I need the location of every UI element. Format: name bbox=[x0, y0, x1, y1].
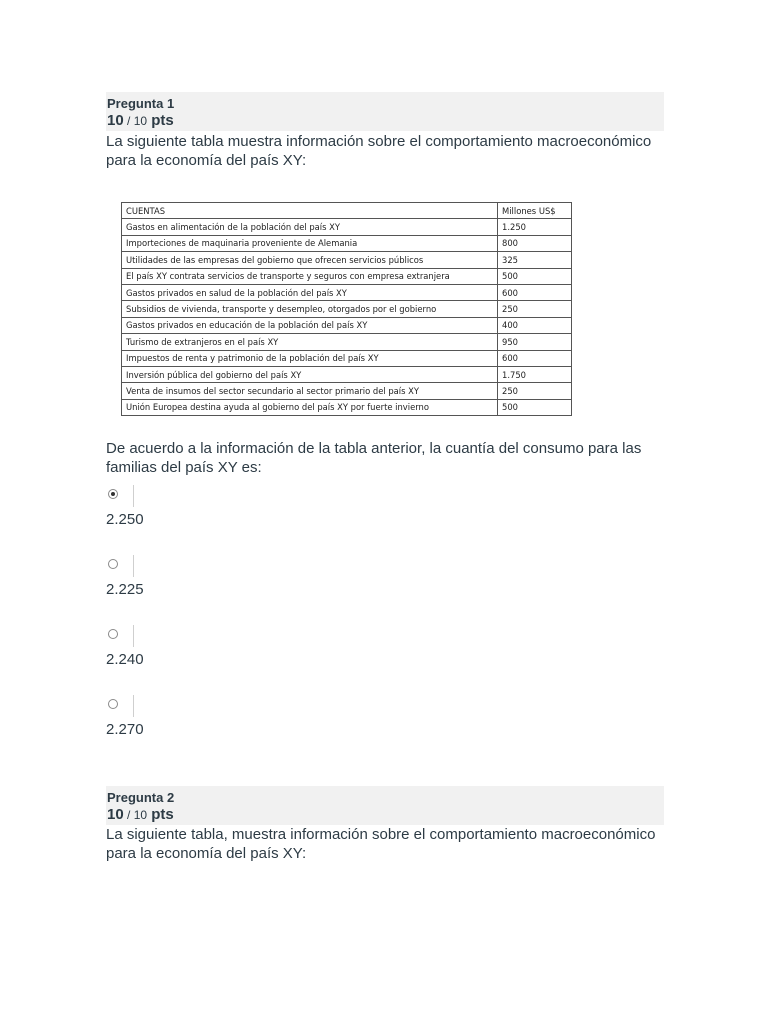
question-2-title: Pregunta 2 bbox=[107, 790, 175, 805]
table-row bbox=[122, 366, 572, 382]
answer-option-label: 2.250 bbox=[106, 511, 144, 528]
table-row bbox=[122, 268, 572, 284]
question-1-score-unit: pts bbox=[147, 112, 174, 129]
account-name-cell: Utilidades de las empresas del gobierno que ofrecen servicios públicos bbox=[122, 252, 498, 268]
radio-container[interactable] bbox=[106, 485, 134, 507]
answer-option[interactable] bbox=[106, 695, 144, 739]
account-value-cell: 600 bbox=[498, 350, 572, 366]
question-2-score bbox=[106, 806, 664, 825]
account-value-cell: 400 bbox=[498, 317, 572, 333]
table-header-cell: Millones US$ bbox=[498, 203, 572, 219]
table-row bbox=[122, 334, 572, 350]
radio-container[interactable] bbox=[106, 695, 134, 717]
question-1-title: Pregunta 1 bbox=[107, 96, 175, 111]
account-name-cell: Gastos en alimentación de la población del país XY bbox=[122, 219, 498, 235]
table-row bbox=[122, 252, 572, 268]
question-1-prompt: De acuerdo a la información de la tabla anterior, la cuantía del consumo para las familias del país XY es: bbox=[106, 440, 642, 476]
question-1-score-max: / 10 bbox=[123, 114, 148, 128]
account-value-cell: 500 bbox=[498, 268, 572, 284]
table-row bbox=[122, 301, 572, 317]
table-header-cell: CUENTAS bbox=[122, 203, 498, 219]
table-row bbox=[122, 284, 572, 300]
answer-option[interactable] bbox=[106, 555, 144, 599]
radio-container[interactable] bbox=[106, 555, 134, 577]
question-2-score-max: / 10 bbox=[123, 808, 148, 822]
answer-option-label: 2.240 bbox=[106, 651, 144, 668]
question-1-score bbox=[106, 112, 664, 131]
table-row bbox=[122, 235, 572, 251]
radio-button-icon[interactable] bbox=[108, 699, 118, 709]
radio-button-icon[interactable] bbox=[108, 559, 118, 569]
account-name-cell: Subsidios de vivienda, transporte y desempleo, otorgados por el gobierno bbox=[122, 301, 498, 317]
table-row bbox=[122, 350, 572, 366]
answer-option-label: 2.270 bbox=[106, 721, 144, 738]
question-2-score-unit: pts bbox=[147, 806, 174, 823]
account-value-cell: 950 bbox=[498, 334, 572, 350]
question-2-header bbox=[106, 786, 664, 825]
question-1-text: La siguiente tabla muestra información sobre el comportamiento macroeconómico para la economía del país XY: bbox=[106, 133, 652, 169]
account-name-cell: Inversión pública del gobierno del país XY bbox=[122, 366, 498, 382]
account-name-cell: Venta de insumos del sector secundario al sector primario del país XY bbox=[122, 383, 498, 399]
account-name-cell: El país XY contrata servicios de transporte y seguros con empresa extranjera bbox=[122, 268, 498, 284]
question-1-header bbox=[106, 92, 664, 131]
table-row bbox=[122, 399, 572, 415]
question-2-score-value: 10 bbox=[107, 806, 124, 823]
account-name-cell: Gastos privados en educación de la población del país XY bbox=[122, 317, 498, 333]
account-value-cell: 325 bbox=[498, 252, 572, 268]
account-value-cell: 600 bbox=[498, 284, 572, 300]
question-1-score-value: 10 bbox=[107, 112, 124, 129]
radio-container[interactable] bbox=[106, 625, 134, 647]
answer-option[interactable] bbox=[106, 485, 144, 529]
table-row bbox=[122, 317, 572, 333]
account-name-cell: Unión Europea destina ayuda al gobierno del país XY por fuerte invierno bbox=[122, 399, 498, 415]
question-2-text: La siguiente tabla, muestra información sobre el comportamiento macroeconómico para la economía del país XY: bbox=[106, 826, 656, 862]
account-value-cell: 1.250 bbox=[498, 219, 572, 235]
table-row bbox=[122, 219, 572, 235]
account-value-cell: 250 bbox=[498, 383, 572, 399]
answer-option[interactable] bbox=[106, 625, 144, 669]
account-name-cell: Importeciones de maquinaria proveniente de Alemania bbox=[122, 235, 498, 251]
account-value-cell: 1.750 bbox=[498, 366, 572, 382]
account-value-cell: 800 bbox=[498, 235, 572, 251]
account-name-cell: Turismo de extranjeros en el país XY bbox=[122, 334, 498, 350]
accounts-table bbox=[121, 202, 572, 416]
radio-button-icon[interactable] bbox=[108, 489, 118, 499]
table-header-row bbox=[122, 203, 572, 219]
account-value-cell: 500 bbox=[498, 399, 572, 415]
radio-button-icon[interactable] bbox=[108, 629, 118, 639]
answer-option-label: 2.225 bbox=[106, 581, 144, 598]
table-row bbox=[122, 383, 572, 399]
account-name-cell: Impuestos de renta y patrimonio de la población del país XY bbox=[122, 350, 498, 366]
account-name-cell: Gastos privados en salud de la población del país XY bbox=[122, 284, 498, 300]
account-value-cell: 250 bbox=[498, 301, 572, 317]
